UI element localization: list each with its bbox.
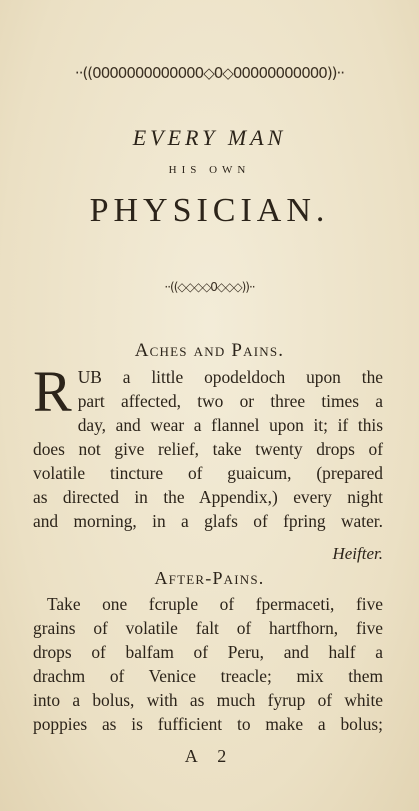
text-line: into a bolus, with as much fyrup of white bbox=[33, 690, 383, 710]
attribution: Heifter. bbox=[332, 544, 383, 563]
text-line: and morning, in a glafs of fpring water. bbox=[33, 511, 383, 531]
section-aches-text bbox=[33, 359, 383, 533]
title-his-own: HIS OWN bbox=[168, 164, 251, 176]
drop-cap: R bbox=[33, 359, 72, 424]
text-line: part affected, two or three times a bbox=[77, 391, 383, 411]
text-line: as directed in the Appendix,) every night bbox=[33, 487, 383, 507]
text-line: day, and wear a flannel upon it; if this bbox=[77, 415, 383, 435]
text-line: poppies as is fufficient to make a bolus; bbox=[33, 714, 383, 734]
section-heading-after-pains: After-Pains. bbox=[154, 568, 265, 588]
section-heading-aches: Aches and Pains. bbox=[134, 340, 285, 361]
title-every-man: EVERY MAN bbox=[132, 125, 287, 150]
page-signature: A 2 bbox=[184, 746, 235, 766]
text-line: does not give relief, take twenty drops of bbox=[33, 439, 383, 459]
text-line: drachm of Venice treacle; mix them bbox=[33, 666, 383, 686]
text-line: grains of volatile falt of hartfhorn, five bbox=[33, 618, 383, 638]
text-line: drops of balfam of Peru, and half a bbox=[33, 642, 383, 662]
text-line: volatile tincture of guaicum, (prepared bbox=[33, 463, 383, 483]
title-physician: PHYSICIAN. bbox=[89, 192, 330, 229]
middle-ornament-rule: ··((◇◇◇◇0◇◇◇))·· bbox=[164, 280, 255, 294]
text-line: UB a little opodeldoch upon the bbox=[77, 367, 383, 387]
text-line: Take one fcruple of fpermaceti, five bbox=[47, 594, 383, 614]
top-ornament-rule: ··((0000000000000◇0◇00000000000))·· bbox=[74, 64, 345, 82]
section-after-pains-text bbox=[33, 592, 383, 736]
